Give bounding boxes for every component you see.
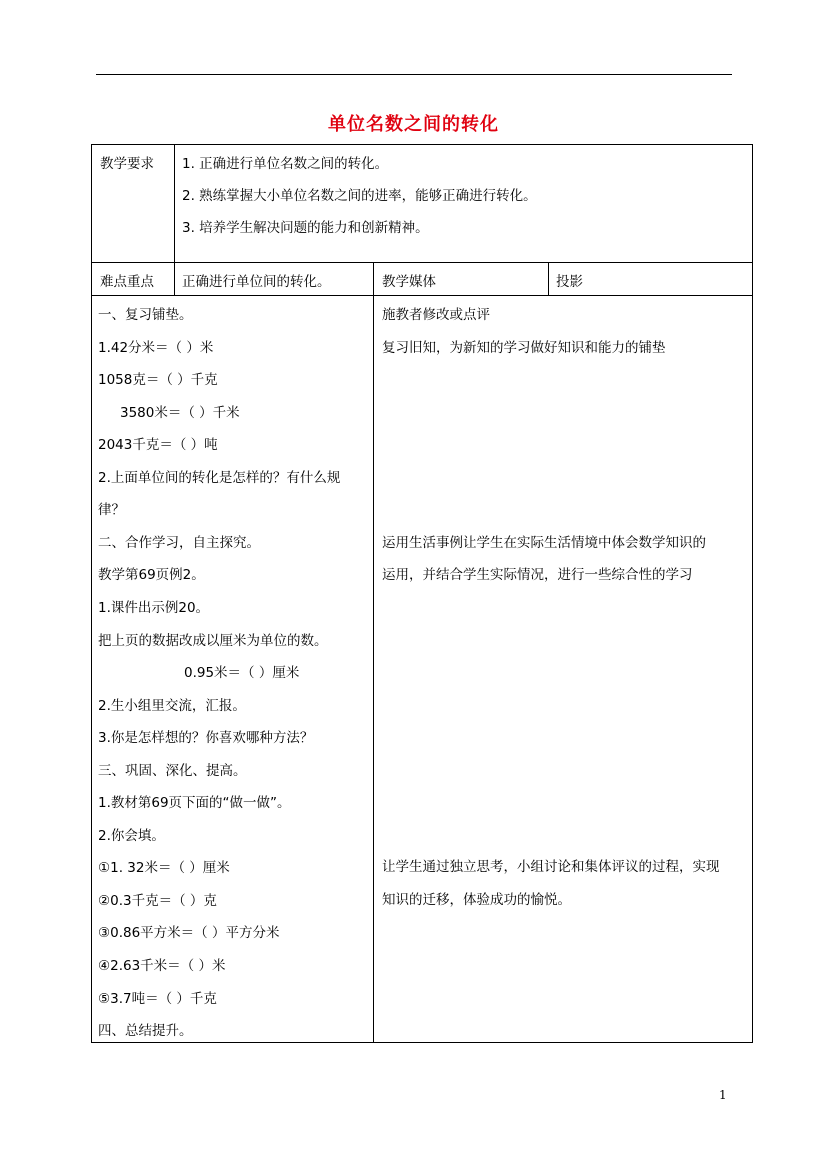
media-column-divider [548,262,549,296]
requirement-item-1: 1. 正确进行单位名数之间的转化。 [182,156,389,172]
table-border-right [752,144,753,1043]
lesson-step-line: 2043千克＝（ ）吨 [98,437,218,453]
table-border-bottom [91,1042,753,1043]
lesson-step-line: ④2.63千米＝（ ）米 [98,958,226,974]
focus-label: 难点重点 [100,274,154,290]
lesson-step-line: 教学第69页例2。 [98,567,205,583]
lesson-step-line: 把上页的数据改成以厘米为单位的数。 [98,633,328,649]
table-divider-1 [91,262,753,263]
lesson-step-line: ⑤3.7吨＝（ ）千克 [98,991,217,1007]
main-column-divider [373,262,374,1043]
requirements-label: 教学要求 [100,156,154,172]
media-label: 教学媒体 [382,274,436,290]
lesson-step-line: 0.95米＝（ ）厘米 [184,665,300,681]
document-title: 单位名数之间的转化 [328,114,499,135]
label-column-divider [174,144,175,296]
requirement-item-3: 3. 培养学生解决问题的能力和创新精神。 [182,220,429,236]
teacher-comment-header: 施教者修改或点评 [382,307,490,323]
lesson-step-line: 2.上面单位间的转化是怎样的？有什么规 [98,470,341,486]
focus-value: 正确进行单位间的转化。 [182,274,331,290]
lesson-step-line: ①1. 32米＝（ ）厘米 [98,860,230,876]
lesson-step-line: 1.教材第69页下面的“做一做”。 [98,795,291,811]
lesson-step-line: ③0.86平方米＝（ ）平方分米 [98,925,280,941]
lesson-step-line: 1.课件出示例20。 [98,600,210,616]
lesson-step-line: 二、合作学习，自主探究。 [98,535,260,551]
requirement-item-2: 2. 熟练掌握大小单位名数之间的进率，能够正确进行转化。 [182,188,537,204]
note-practice-line2: 知识的迁移，体验成功的愉悦。 [382,892,571,908]
note-explore-line2: 运用，并结合学生实际情况，进行一些综合性的学习 [382,567,693,583]
lesson-step-line: 3.你是怎样想的？你喜欢哪种方法？ [98,730,314,746]
media-value: 投影 [556,274,583,290]
lesson-step-line: 2.你会填。 [98,828,165,844]
note-review: 复习旧知，为新知的学习做好知识和能力的铺垫 [382,340,666,356]
lesson-step-line: 3580米＝（ ）千米 [120,405,240,421]
lesson-step-line: 三、巩固、深化、提高。 [98,763,247,779]
lesson-step-line: 一、复习铺垫。 [98,307,193,323]
note-explore-line1: 运用生活事例让学生在实际生活情境中体会数学知识的 [382,535,706,551]
lesson-step-line: 2.生小组里交流，汇报。 [98,698,246,714]
lesson-step-line: ②0.3千克＝（ ）克 [98,893,217,909]
page-number: 1 [719,1088,727,1102]
lesson-plan-table [91,144,753,1043]
table-divider-2 [91,295,753,296]
table-border-top [91,144,753,145]
lesson-step-line: 律？ [98,502,125,518]
note-practice-line1: 让学生通过独立思考，小组讨论和集体评议的过程，实现 [382,859,720,875]
header-rule [96,74,732,75]
lesson-step-line: 1058克＝（ ）千克 [98,372,218,388]
lesson-step-line: 四、总结提升。 [98,1023,193,1039]
lesson-step-line: 1.42分米＝（ ）米 [98,340,214,356]
table-border-left [91,144,92,1043]
